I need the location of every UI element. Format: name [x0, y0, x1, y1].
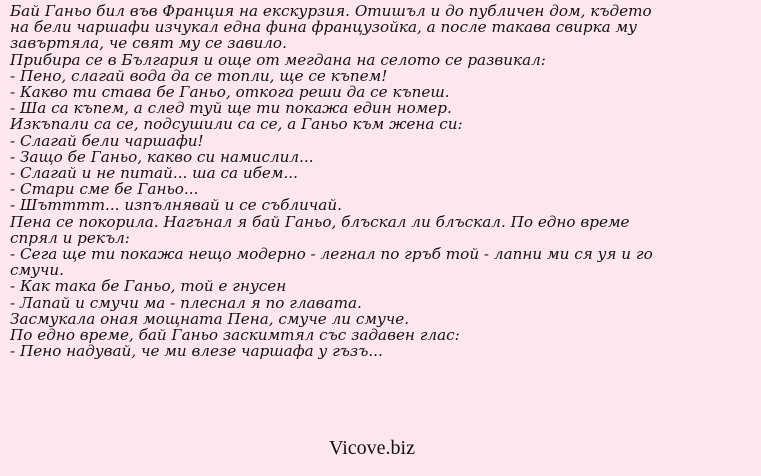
- joke-line: смучи.: [10, 261, 64, 280]
- joke-line: Засмукала оная мощната Пена, смуче ли смуче.: [10, 309, 410, 328]
- joke-line: - Шътттт... изпълнявай и се събличай.: [10, 196, 342, 215]
- joke-line: Бай Ганьо бил във Франция на екскурзия. Отишъл и до публичен дом, където: [10, 2, 652, 20]
- joke-line: Пена се покорила. Нагънал я бай Ганьо, блъскал ли блъскал. По едно време: [10, 212, 630, 231]
- joke-line: - Как така бе Ганьо, той е гнусен: [10, 277, 287, 296]
- joke-line: - Какво ти става бе Ганьо, откога реши да се къпеш.: [10, 83, 450, 102]
- joke-line: - Ша са къпем, а след туй ще ти покажа един номер.: [10, 99, 452, 118]
- joke-line: Прибира се в България и още от мегдана на селото се развикал:: [10, 50, 546, 69]
- site-watermark: Vicove.biz: [329, 437, 415, 459]
- joke-line: - Слагай бели чаршафи!: [10, 131, 204, 150]
- joke-line: спрял и рекъл:: [10, 228, 130, 247]
- joke-line: - Сега ще ти покажа нещо модерно - легнал по гръб той - лапни ми ся уя и го: [10, 245, 653, 264]
- joke-line: - Пено надувай, че ми влезе чаршафа у гъзъ...: [10, 342, 383, 361]
- joke-line: - Слагай и не питай... ша са ибем...: [10, 164, 298, 183]
- joke-text: [10, 3, 758, 359]
- joke-line: - Защо бе Ганьо, какво си намислил...: [10, 147, 314, 166]
- joke-line: Изкъпали са се, подсушили са се, а Ганьо към жена си:: [10, 115, 463, 134]
- joke-line: на бели чаршафи изчукал една фина французойка, а после такава свирка му: [10, 18, 637, 37]
- joke-line: - Лапай и смучи ма - плеснал я по главата.: [10, 293, 362, 312]
- joke-line: - Стари сме бе Ганьо...: [10, 180, 199, 199]
- joke-line: По едно време, бай Ганьо заскимтял със задавен глас:: [10, 326, 460, 345]
- joke-line: завъртяла, че свят му се завило.: [10, 34, 287, 53]
- joke-line: - Пено, слагай вода да се топли, ще се къпем!: [10, 66, 388, 85]
